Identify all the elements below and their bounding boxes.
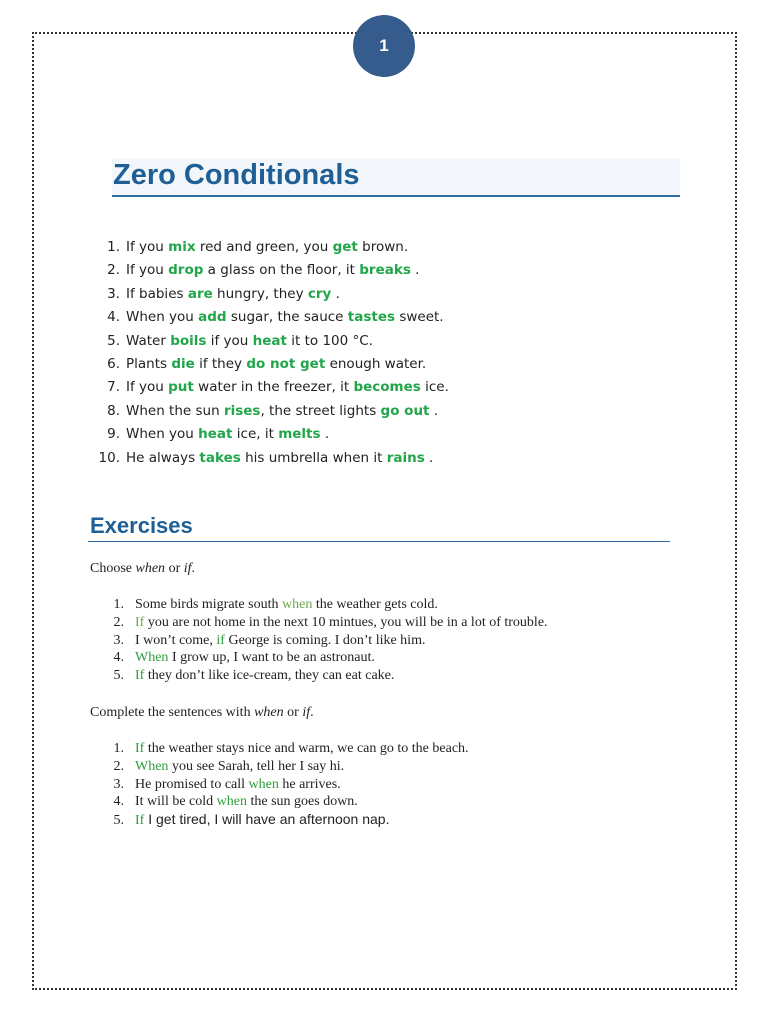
keyword: mix <box>168 239 196 255</box>
keyword: heat <box>198 426 233 443</box>
text: . <box>320 426 330 443</box>
item-number: 2. <box>107 262 120 279</box>
item-number: 1. <box>107 239 120 255</box>
text: the sun goes down. <box>246 794 358 810</box>
keyword: tastes <box>347 309 396 326</box>
keyword: drop <box>168 262 204 279</box>
text: I get tired, I will have an afternoon nap. <box>144 811 390 828</box>
keyword: boils <box>170 332 207 349</box>
text: they don’t like ice-cream, they can eat cake. <box>144 668 395 684</box>
text: , the street lights <box>260 402 381 419</box>
item-number: 3. <box>107 285 120 302</box>
list-item <box>96 447 449 470</box>
text: Plants <box>126 355 172 372</box>
exercises-heading: Exercises <box>90 513 193 538</box>
text: I grow up, I want to be an astronaut. <box>168 650 375 666</box>
keyword: die <box>171 355 195 372</box>
text: or <box>283 705 303 720</box>
answer: when <box>248 776 279 792</box>
answer: When <box>135 650 169 666</box>
item-number: 5. <box>113 668 124 684</box>
keyword: breaks <box>359 262 411 279</box>
item-number: 8. <box>107 402 120 419</box>
list-item <box>108 811 469 829</box>
text: water in the freezer, it <box>193 379 354 396</box>
keyword: go out <box>380 402 430 419</box>
text: if they <box>194 355 247 372</box>
examples-list <box>96 236 449 470</box>
item-number: 4. <box>107 309 120 326</box>
text: ice, it <box>232 426 279 443</box>
answer: if <box>216 632 225 648</box>
item-number: 3. <box>113 632 124 648</box>
keyword: melts <box>278 426 321 443</box>
text: . <box>410 262 420 279</box>
item-number: 2. <box>113 614 124 630</box>
text: Water <box>126 332 171 349</box>
text: Choose <box>90 561 136 576</box>
item-number: 3. <box>113 776 124 792</box>
keyword: are <box>187 285 213 302</box>
list-item <box>96 423 449 446</box>
list-item <box>96 259 449 282</box>
keyword: put <box>168 379 194 396</box>
keyword: add <box>198 309 227 326</box>
item-number: 9. <box>107 426 120 443</box>
text: When you <box>126 309 199 326</box>
keyword: cry <box>307 285 332 302</box>
list-item <box>108 632 548 650</box>
text: ice. <box>420 379 449 396</box>
list-item <box>108 793 469 811</box>
exercise-2-list <box>108 740 469 829</box>
text: If babies <box>126 285 188 302</box>
item-number: 1. <box>113 597 124 612</box>
heading-rule <box>88 541 670 542</box>
keyword-when: when <box>135 561 166 576</box>
exercise-1-list <box>108 596 548 685</box>
text: If you <box>126 379 169 396</box>
keyword-when: when <box>254 705 284 720</box>
item-number: 5. <box>113 813 124 829</box>
answer: If <box>135 741 145 756</box>
text: the weather gets cold. <box>312 597 438 612</box>
answer: when <box>216 794 247 810</box>
text: I won’t come, <box>135 632 217 648</box>
text: a glass on the floor, it <box>203 262 360 279</box>
item-number: 7. <box>107 379 120 396</box>
list-item <box>108 758 469 776</box>
text: Complete the sentences with <box>90 705 255 720</box>
item-number: 5. <box>107 332 120 349</box>
text: George is coming. I don’t like him. <box>224 632 426 648</box>
text: . <box>310 705 314 720</box>
list-item <box>96 283 449 306</box>
keyword: heat <box>252 332 287 349</box>
list-item <box>108 596 548 614</box>
text: he arrives. <box>278 776 341 792</box>
title-banner <box>112 158 680 197</box>
item-number: 2. <box>113 758 124 774</box>
keyword: get <box>332 239 358 255</box>
list-item <box>108 667 548 685</box>
text: you are not home in the next 10 mintues, you will be in a lot of trouble. <box>144 614 548 630</box>
text: It will be cold <box>135 794 217 810</box>
item-number: 4. <box>113 650 124 666</box>
text: . <box>429 402 439 419</box>
keyword: rains <box>386 449 425 466</box>
answer: If <box>135 614 145 630</box>
list-item <box>96 353 449 376</box>
list-item <box>108 649 548 667</box>
item-number: 1. <box>113 741 124 756</box>
text: sugar, the sauce <box>226 309 348 326</box>
text: When you <box>126 426 199 443</box>
text: the weather stays nice and warm, we can go to the beach. <box>144 741 469 756</box>
keyword-if: if <box>183 561 192 576</box>
keyword: rises <box>223 402 261 419</box>
text: it to 100 °C. <box>286 332 373 349</box>
list-item <box>96 400 449 423</box>
text: or <box>165 561 184 576</box>
item-number: 10. <box>98 449 120 466</box>
keyword: becomes <box>353 379 421 396</box>
list-item <box>96 330 449 353</box>
list-item <box>108 740 469 758</box>
keyword: takes <box>199 449 241 466</box>
item-number: 6. <box>107 355 120 372</box>
text: red and green, you <box>195 239 333 255</box>
page-title: Zero Conditionals <box>113 159 360 191</box>
answer: When <box>135 758 169 774</box>
answer: If <box>135 668 145 684</box>
answer: If <box>135 813 145 829</box>
text: enough water. <box>325 355 427 372</box>
page-number-badge: 1 <box>353 15 415 77</box>
instruction-complete <box>90 705 314 721</box>
list-item <box>96 306 449 329</box>
text: Some birds migrate south <box>135 597 282 612</box>
text: brown. <box>357 239 409 255</box>
text: He always <box>126 449 200 466</box>
text: you see Sarah, tell her I say hi. <box>168 758 345 774</box>
text: his umbrella when it <box>240 449 387 466</box>
instruction-choose <box>90 561 195 577</box>
list-item <box>108 614 548 632</box>
text: He promised to call <box>135 776 249 792</box>
answer: when <box>282 597 313 612</box>
text: . <box>191 561 196 576</box>
list-item <box>96 376 449 399</box>
keyword-if: if <box>302 705 311 720</box>
item-number: 4. <box>113 794 124 810</box>
text: if you <box>206 332 253 349</box>
keyword: do not get <box>246 355 326 372</box>
list-item <box>108 776 469 794</box>
list-item <box>96 236 449 259</box>
text: sweet. <box>395 309 444 326</box>
text: . <box>331 285 340 302</box>
text: If you <box>126 239 169 255</box>
text: hungry, they <box>212 285 308 302</box>
text: . <box>424 449 434 466</box>
text: If you <box>126 262 169 279</box>
text: When the sun <box>126 402 224 419</box>
